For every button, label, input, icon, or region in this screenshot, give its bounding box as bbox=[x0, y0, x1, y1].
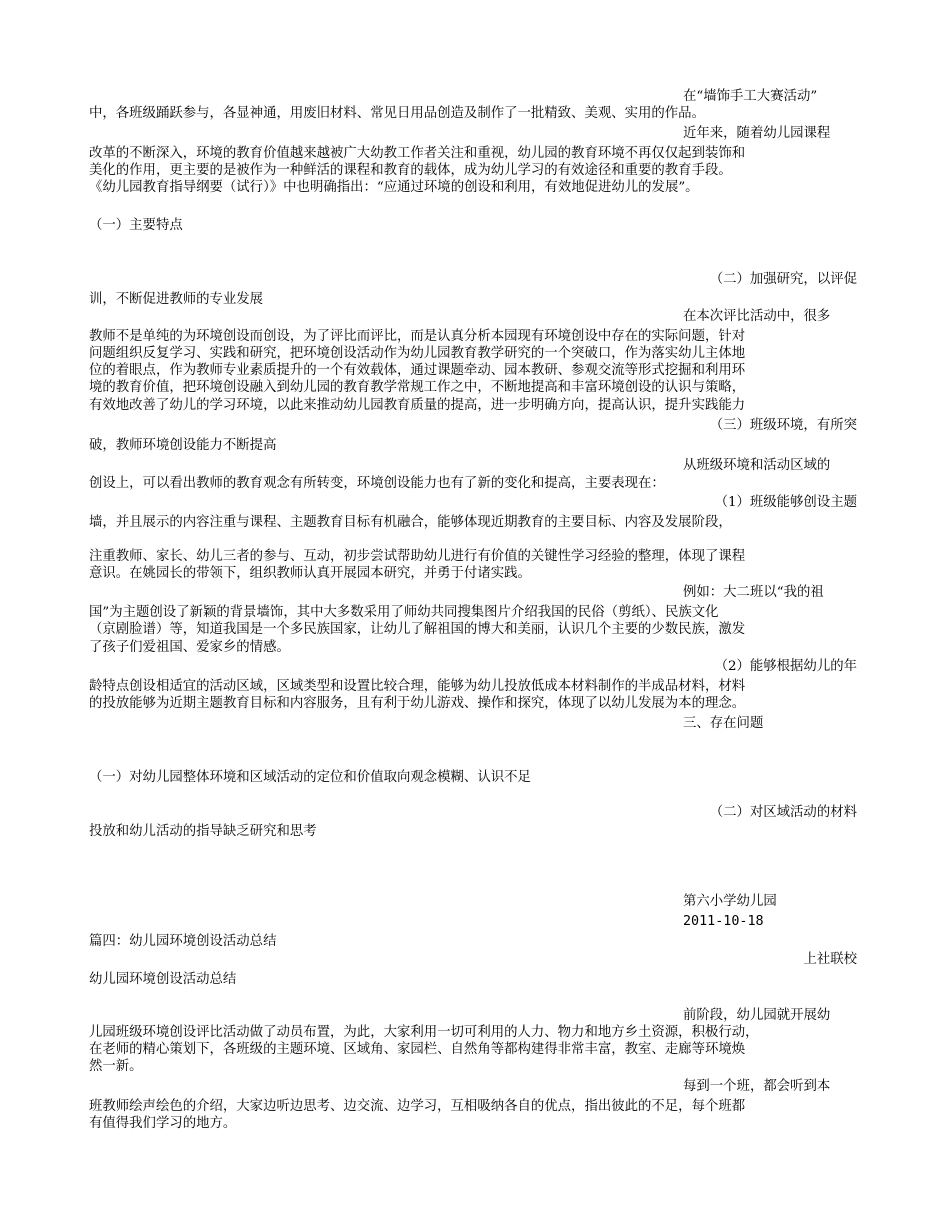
text-line-2: 中，各班级踊跃参与，各显神通，用废旧材料、常见日用品创造及制作了一批精致、美观、实用的作品。 bbox=[89, 106, 705, 121]
text-line-35: 第六小学幼儿园 bbox=[683, 894, 777, 909]
text-line-26: （京剧脸谱）等，知道我国是一个多民族国家，让幼儿了解祖国的博大和美丽，认识几个主要的少数民族，激发 bbox=[89, 622, 746, 637]
text-line-14: 境的教育价值，把环境创设融入到幼儿园的教育教学常规工作之中，不断地提高和丰富环境创设的认识与策略， bbox=[89, 380, 746, 395]
text-line-7: （一）主要特点 bbox=[89, 218, 183, 233]
text-line-12: 问题组织反复学习、实践和研究，把环境创设活动作为幼儿园教育教学研究的一个突破口，作为落实幼儿主体地 bbox=[89, 346, 746, 361]
text-line-43: 然一新。 bbox=[89, 1059, 143, 1074]
text-line-17: 破，教师环境创设能力不断提高 bbox=[89, 438, 277, 453]
text-line-4: 改革的不断深入，环境的教育价值越来越被广大幼教工作者关注和重视，幼儿园的教育环境不再仅仅起到装饰和 bbox=[89, 146, 746, 161]
text-line-46: 有值得我们学习的地方。 bbox=[89, 1116, 237, 1131]
text-line-29: 龄特点创设相适宜的活动区域，区域类型和设置比较合理，能够为幼儿投放低成本材料制作的半成品材料，材料 bbox=[89, 679, 746, 694]
text-line-13: 位的着眼点，作为教师专业素质提升的一个有效载体，通过课题牵动、园本教研、参观交流等形式挖掘和利用环 bbox=[89, 363, 746, 378]
text-line-5: 美化的作用，更主要的是被作为一种鲜活的课程和教育的载体，成为幼儿学习的有效途径和重要的教育手段。 bbox=[89, 163, 732, 178]
text-line-10: 在本次评比活动中，很多 bbox=[683, 309, 831, 324]
document-page bbox=[89, 0, 857, 1230]
text-line-37: 篇四：幼儿园环境创设活动总结 bbox=[89, 934, 277, 949]
text-line-34: 投放和幼儿活动的指导缺乏研究和思考 bbox=[89, 824, 317, 839]
text-line-3: 近年来，随着幼儿园课程 bbox=[683, 126, 831, 141]
text-line-1: 在“墙饰手工大赛活动” bbox=[683, 89, 818, 104]
text-line-28: （2）能够根据幼儿的年 bbox=[714, 659, 857, 674]
text-line-31: 三、存在问题 bbox=[683, 716, 764, 731]
text-line-20: （1）班级能够创设主题 bbox=[714, 495, 857, 510]
text-line-40: 前阶段，幼儿园就开展幼 bbox=[683, 1008, 831, 1023]
text-line-24: 例如：大二班以“我的祖 bbox=[683, 585, 824, 600]
text-line-6: 《幼儿园教育指导纲要（试行）》中也明确指出：“应通过环境的创设和利用，有效地促进幼儿的发展”。 bbox=[89, 180, 699, 195]
text-line-11: 教师不是单纯的为环境创设而创设，为了评比而评比，而是认真分析本园现有环境创设中存在的实际问题，针对 bbox=[89, 329, 746, 344]
text-line-23: 意识。在姚园长的带领下，组织教师认真开展园本研究，并勇于付诸实践。 bbox=[89, 566, 531, 581]
text-line-16: （三）班级环境，有所突 bbox=[709, 418, 857, 433]
text-line-27: 了孩子们爱祖国、爱家乡的情感。 bbox=[89, 640, 290, 655]
text-line-32: （一）对幼儿园整体环境和区域活动的定位和价值取向观念模糊、认识不足 bbox=[89, 770, 531, 785]
text-line-39: 幼儿园环境创设活动总结 bbox=[89, 972, 237, 987]
text-line-45: 班教师绘声绘色的介绍，大家边听边思考、边交流、边学习，互相吸纳各自的优点，指出彼此的不足，每个班都 bbox=[89, 1099, 746, 1114]
text-line-41: 儿园班级环境创设评比活动做了动员布置，为此，大家利用一切可利用的人力、物力和地方乡土资源，积极行动， bbox=[89, 1025, 759, 1040]
text-line-42: 在老师的精心策划下，各班级的主题环境、区域角、家园栏、自然角等都构建得非常丰富，教室、走廊等环境焕 bbox=[89, 1042, 746, 1057]
text-line-8: （二）加强研究，以评促 bbox=[709, 272, 857, 287]
text-line-33: （二）对区域活动的材料 bbox=[709, 805, 857, 820]
text-line-30: 的投放能够为近期主题教育目标和内容服务，且有利于幼儿游戏、操作和探究，体现了以幼儿发展为本的理念。 bbox=[89, 696, 746, 711]
text-line-44: 每到一个班，都会听到本 bbox=[683, 1079, 831, 1094]
text-line-9: 训，不断促进教师的专业发展 bbox=[89, 292, 264, 307]
text-line-22: 注重教师、家长、幼儿三者的参与、互动，初步尝试帮助幼儿进行有价值的关键性学习经验的整理，体现了课程 bbox=[89, 549, 746, 564]
text-line-15: 有效地改善了幼儿的学习环境，以此来推动幼儿园教育质量的提高，进一步明确方向，提高认识，提升实践能力 bbox=[89, 398, 746, 413]
text-line-25: 国”为主题创设了新颖的背景墙饰，其中大多数采用了师幼共同搜集图片介绍我国的民俗（剪纸）、民族文化 bbox=[89, 605, 719, 620]
text-line-18: 从班级环境和活动区域的 bbox=[683, 458, 831, 473]
text-line-38: 上社联校 bbox=[803, 952, 857, 967]
text-line-36: 2011-10-18 bbox=[683, 914, 764, 929]
text-line-21: 墙，并且展示的内容注重与课程、主题教育目标有机融合，能够体现近期教育的主要目标、内容及发展阶段， bbox=[89, 515, 732, 530]
text-line-19: 创设上，可以看出教师的教育观念有所转变，环境创设能力也有了新的变化和提高，主要表现在： bbox=[89, 476, 665, 491]
